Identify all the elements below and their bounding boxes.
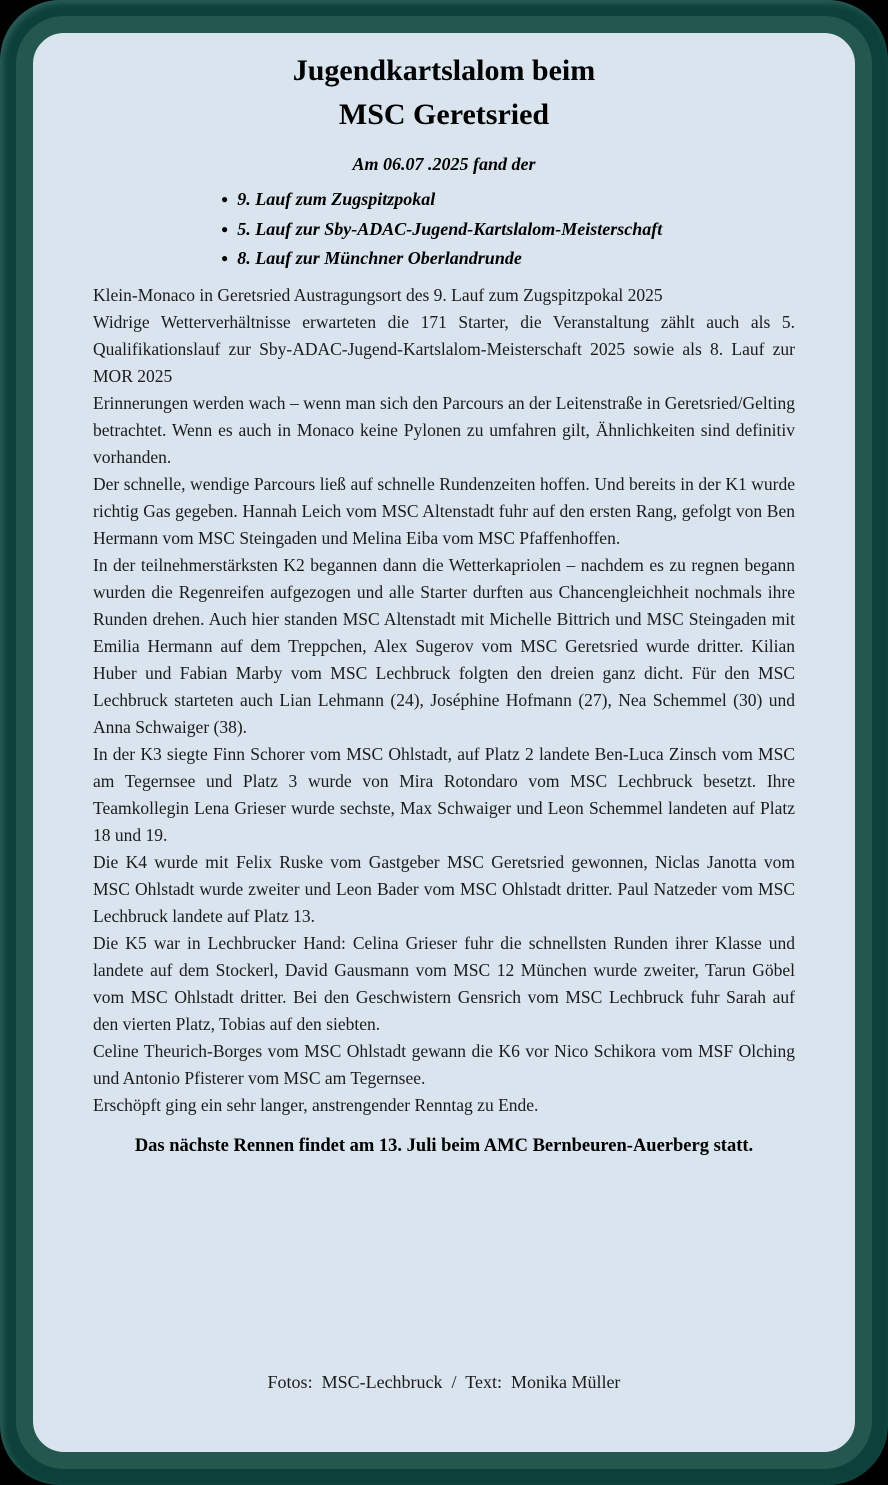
page-title	[93, 49, 795, 137]
bullet-item-label: 5. Lauf zur Sby-ADAC-Jugend-Kartslalom-Meisterschaft	[237, 218, 663, 239]
bullet-item	[221, 216, 795, 246]
event-date-subtitle: Am 06.07 .2025 fand der	[352, 154, 536, 174]
bullet-item	[221, 186, 795, 216]
bullet-item-label: 9. Lauf zum Zugspitzpokal	[237, 189, 436, 209]
bullet-icon: ●	[221, 251, 229, 265]
page-title-line2: MSC Geretsried	[338, 98, 550, 131]
paragraph: Erinnerungen werden wach – wenn man sich den Parcours an der Leitenstraße in Geretsried/Gelting betrachtet. Wenn es auch in Monaco keine Pylonen zu umfahren gilt, Ähnlichkeiten sind definitiv vorhanden.	[93, 392, 795, 467]
bullet-item	[221, 245, 795, 275]
event-bullet-list	[221, 186, 795, 275]
bullet-icon: ●	[221, 192, 229, 206]
paragraph: Celine Theurich-Borges vom MSC Ohlstadt gewann die K6 vor Nico Schikora vom MSF Olching und Antonio Pfisterer vom MSC am Tegernsee.	[93, 1040, 795, 1088]
paragraph: Widrige Wetterverhältnisse erwarteten die 171 Starter, die Veranstaltung zählt auch als 5. Qualifikationslauf zur Sby-ADAC-Jugend-Kartslalom-Meisterschaft 2025 sowie als 8. Lauf zur MOR 2025	[93, 311, 795, 386]
paragraph: Die K4 wurde mit Felix Ruske vom Gastgeber MSC Geretsried gewonnen, Niclas Janotta vom MSC Ohlstadt wurde zweiter und Leon Bader vom MSC Ohlstadt dritter. Paul Natzeder vom MSC Lechbruck landete auf Platz 13.	[93, 851, 795, 926]
article-body	[93, 282, 795, 1119]
paragraph: In der teilnehmerstärksten K2 begannen dann die Wetterkapriolen – nachdem es zu regnen begann wurden die Regenreifen aufgezogen und alle Starter durften aus Chancengleichheit nochmals ihre Runden drehen. Auch hier standen MSC Altenstadt mit Michelle Bittrich und MSC Steingaden mit Emilia Hermann auf dem Treppchen, Alex Sugerov vom MSC Geretsried wurde dritter. Kilian Huber und Fabian Marby vom MSC Lechbruck folgten den dreien ganz dicht. Für den MSC Lechbruck starteten auch Lian Lehmann (24), Joséphine Hofmann (27), Nea Schemmel (30) und Anna Schwaiger (38).	[93, 554, 795, 737]
next-race-announcement: Das nächste Rennen findet am 13. Juli beim AMC Bernbeuren-Auerberg statt.	[134, 1135, 754, 1156]
bullet-icon: ●	[221, 221, 229, 236]
paragraph: Der schnelle, wendige Parcours ließ auf schnelle Rundenzeiten hoffen. Und bereits in der K1 wurde richtig Gas gegeben. Hannah Leich vom MSC Altenstadt fuhr auf den ersten Rang, gefolgt von Ben Hermann vom MSC Steingaden und Melina Eiba vom MSC Pfaffenhoffen.	[93, 473, 795, 548]
paragraph: Klein-Monaco in Geretsried Austragungsort des 9. Lauf zum Zugspitzpokal 2025	[93, 284, 663, 305]
content-card	[16, 16, 872, 1469]
paragraph: Erschöpft ging ein sehr langer, anstrengender Renntag zu Ende.	[93, 1094, 539, 1115]
bullet-item-label: 8. Lauf zur Münchner Oberlandrunde	[237, 248, 522, 268]
credits-line: Fotos: MSC-Lechbruck / Text: Monika Müller	[267, 1372, 621, 1392]
page-title-line1: Jugendkartslalom beim	[292, 54, 596, 87]
paragraph: Die K5 war in Lechbrucker Hand: Celina Grieser fuhr die schnellsten Runden ihrer Klasse und landete auf dem Stockerl, David Gausmann vom MSC 12 München wurde zweiter, Tarun Göbel vom MSC Ohlstadt dritter. Bei den Geschwistern Gensrich vom MSC Lechbruck fuhr Sarah auf den vierten Platz, Tobias auf den siebten.	[93, 932, 795, 1034]
article-content	[33, 33, 855, 1452]
paragraph: In der K3 siegte Finn Schorer vom MSC Ohlstadt, auf Platz 2 landete Ben-Luca Zinsch vom MSC am Tegernsee und Platz 3 wurde von Mira Rotondaro vom MSC Lechbruck besetzt. Ihre Teamkollegin Lena Grieser wurde sechste, Max Schwaiger und Leon Schemmel landeten auf Platz 18 und 19.	[93, 743, 795, 845]
